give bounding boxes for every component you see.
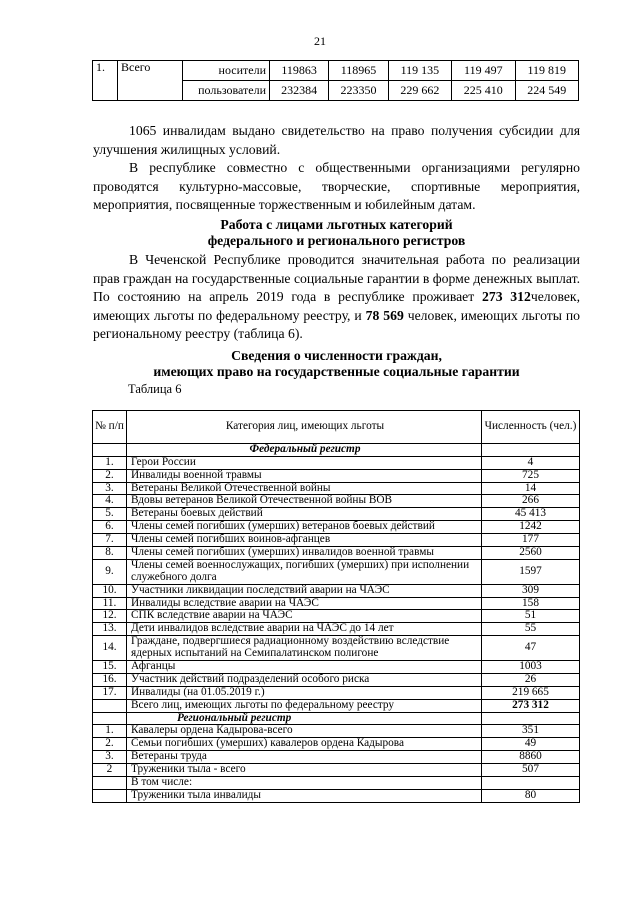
table-row (93, 738, 580, 751)
row-name: Вдовы ветеранов Великой Отечественной войны ВОВ (127, 495, 482, 508)
table-row (93, 546, 580, 559)
row-value: 177 (482, 534, 580, 547)
table-row (93, 584, 580, 597)
row-value: 26 (482, 674, 580, 687)
table-caption: Таблица 6 (128, 382, 182, 396)
table-cell: 225 410 (452, 81, 515, 101)
row-name: Ветераны Великой Отечественной войны (127, 482, 482, 495)
row-name: Члены семей погибших воинов-афганцев (127, 534, 482, 547)
row-value: 45 413 (482, 508, 580, 521)
table-row (93, 521, 580, 534)
paragraph-events: В республике совместно с общественными организациями регулярно проводятся культурно-массовые, творческие, спортивные мероприятия, мероприятия, посвященные торжественным и юбилейным датам. (93, 160, 580, 212)
row-name: СПК вследствие аварии на ЧАЭС (127, 610, 482, 623)
table-row (93, 597, 580, 610)
row-value: 507 (482, 764, 580, 777)
row-name: Семьи погибших (умерших) кавалеров ордена Кадырова (127, 738, 482, 751)
row-value: 51 (482, 610, 580, 623)
row-number (93, 789, 127, 802)
row-number: 16. (93, 674, 127, 687)
row-number: 6. (93, 521, 127, 534)
row-value: 1003 (482, 661, 580, 674)
row-name: Герои России (127, 456, 482, 469)
table-row (93, 776, 580, 789)
row-number: 7. (93, 534, 127, 547)
federal-count: 273 312 (482, 289, 531, 304)
row-number: 17. (93, 686, 127, 699)
row-value: 1597 (482, 559, 580, 584)
heading-line: Сведения о численности граждан, (231, 348, 442, 363)
table-cell: 224 549 (515, 81, 578, 101)
heading-line: имеющих право на государственные социальные гарантии (153, 364, 520, 379)
row-number: 4. (93, 495, 127, 508)
text-fragment: человек, имеющих льготы по федеральному реестру, и (93, 289, 581, 323)
table-cell: 118965 (329, 61, 388, 81)
regional-count: 78 569 (365, 307, 404, 323)
table-row (93, 534, 580, 547)
regional-register-title: Региональный регистр (127, 712, 482, 725)
table-row (93, 764, 580, 777)
row-number: 3. (93, 751, 127, 764)
row-name: Афганцы (127, 661, 482, 674)
table-row (93, 508, 580, 521)
row-number: 1. (93, 61, 118, 101)
row-name: Дети инвалидов вследствие аварии на ЧАЭС до 14 лет (127, 623, 482, 636)
row-value (482, 776, 580, 789)
table-cell: 119 497 (452, 61, 515, 81)
table-row (93, 482, 580, 495)
table-row (93, 789, 580, 802)
row-value: 266 (482, 495, 580, 508)
section-row (93, 444, 580, 457)
table-row (93, 495, 580, 508)
text-fragment: человек, имеющих льготы по региональному реестру (таблица 6). (93, 307, 580, 341)
row-name: Труженики тыла инвалиды (127, 789, 482, 802)
row-value: 55 (482, 623, 580, 636)
section-row (93, 712, 580, 725)
row-name: Граждане, подвергшиеся радиационному воздействию вследствие ядерных испытаний на Семипалатинском полигоне (127, 636, 482, 661)
row-value: 4 (482, 456, 580, 469)
row-number: 15. (93, 661, 127, 674)
table-row (93, 636, 580, 661)
row-name: Инвалиды (на 01.05.2019 г.) (127, 686, 482, 699)
table-row (93, 725, 580, 738)
row-value: 219 665 (482, 686, 580, 699)
table-cell: 232384 (270, 81, 329, 101)
federal-rows (93, 456, 580, 699)
row-number: 9. (93, 559, 127, 584)
row-value: 8860 (482, 751, 580, 764)
table-row (93, 751, 580, 764)
section-heading (93, 217, 580, 249)
page-number: 21 (314, 34, 326, 48)
paragraph-subsidy: 1065 инвалидам выдано свидетельство на право получения субсидии для улучшения жилищных условий. (93, 123, 580, 157)
row-number: 2. (93, 738, 127, 751)
text-fragment: В Чеченской Республике проводится значительная работа по реализации прав граждан на государственные социальные гарантии в форме денежных выплат. По состоянию на апрель 2019 года в республике проживает (93, 252, 580, 304)
table-row (93, 686, 580, 699)
table-cell: 119863 (270, 61, 329, 81)
row-name: Члены семей военнослужащих, погибших (умерших) при исполнении служебного долга (127, 559, 482, 584)
row-name: Ветераны труда (127, 751, 482, 764)
table-cell: 229 662 (388, 81, 451, 101)
row-value: 47 (482, 636, 580, 661)
row-name: Участники ликвидации последствий аварии на ЧАЭС (127, 584, 482, 597)
row-name: Кавалеры ордена Кадырова-всего (127, 725, 482, 738)
row-value: 80 (482, 789, 580, 802)
table-row (93, 661, 580, 674)
row-number: 10. (93, 584, 127, 597)
table-row (93, 674, 580, 687)
table-header-row (93, 411, 580, 444)
row-number: 2 (93, 764, 127, 777)
benefits-table (92, 410, 580, 803)
table-row (93, 610, 580, 623)
table-cell: 119 819 (515, 61, 578, 81)
table-heading (93, 348, 580, 380)
table-row (93, 61, 579, 81)
federal-register-title: Федеральный регистр (127, 444, 482, 457)
row-number: 3. (93, 482, 127, 495)
table-row (93, 623, 580, 636)
table-row (93, 469, 580, 482)
heading-line: федерального и регионального регистров (207, 233, 466, 248)
row-value: 351 (482, 725, 580, 738)
total-label: Всего лиц, имеющих льготы по федеральному реестру (127, 699, 482, 712)
row-name: В том числе: (127, 776, 482, 789)
row-name: Участник действий подразделений особого риска (127, 674, 482, 687)
row-value: 158 (482, 597, 580, 610)
row-number: 14. (93, 636, 127, 661)
row-name: Члены семей погибших (умерших) инвалидов военной травмы (127, 546, 482, 559)
row-name: Ветераны боевых действий (127, 508, 482, 521)
row-name: Труженики тыла - всего (127, 764, 482, 777)
row-number: 11. (93, 597, 127, 610)
row-value: 1242 (482, 521, 580, 534)
row-number: 1. (93, 725, 127, 738)
row-name: Инвалиды вследствие аварии на ЧАЭС (127, 597, 482, 610)
table-cell: 223350 (329, 81, 388, 101)
row-value: 14 (482, 482, 580, 495)
header-count: Численность (чел.) (482, 411, 580, 444)
table-cell: 119 135 (388, 61, 451, 81)
header-category: Категория лиц, имеющих льготы (127, 411, 482, 444)
row-number: 12. (93, 610, 127, 623)
table-row (93, 559, 580, 584)
row-value: 309 (482, 584, 580, 597)
row-number: 2. (93, 469, 127, 482)
heading-line: Работа с лицами льготных категорий (220, 217, 453, 232)
row-label: Всего (118, 61, 183, 101)
row-name: Члены семей погибших (умерших) ветеранов боевых действий (127, 521, 482, 534)
total-value: 273 312 (482, 699, 580, 712)
row-name: Инвалиды военной травмы (127, 469, 482, 482)
regional-rows (93, 725, 580, 802)
row-number: 13. (93, 623, 127, 636)
row-value: 725 (482, 469, 580, 482)
row-value: 49 (482, 738, 580, 751)
table-row (93, 456, 580, 469)
total-row (93, 699, 580, 712)
header-num: № п/п (93, 411, 127, 444)
row-number: 5. (93, 508, 127, 521)
row-number (93, 776, 127, 789)
row-value: 2560 (482, 546, 580, 559)
row-type: носители (183, 61, 270, 81)
row-number: 1. (93, 456, 127, 469)
row-number: 8. (93, 546, 127, 559)
summary-table (92, 60, 579, 101)
paragraph-beneficiaries (93, 251, 580, 344)
row-type: пользователи (183, 81, 270, 101)
